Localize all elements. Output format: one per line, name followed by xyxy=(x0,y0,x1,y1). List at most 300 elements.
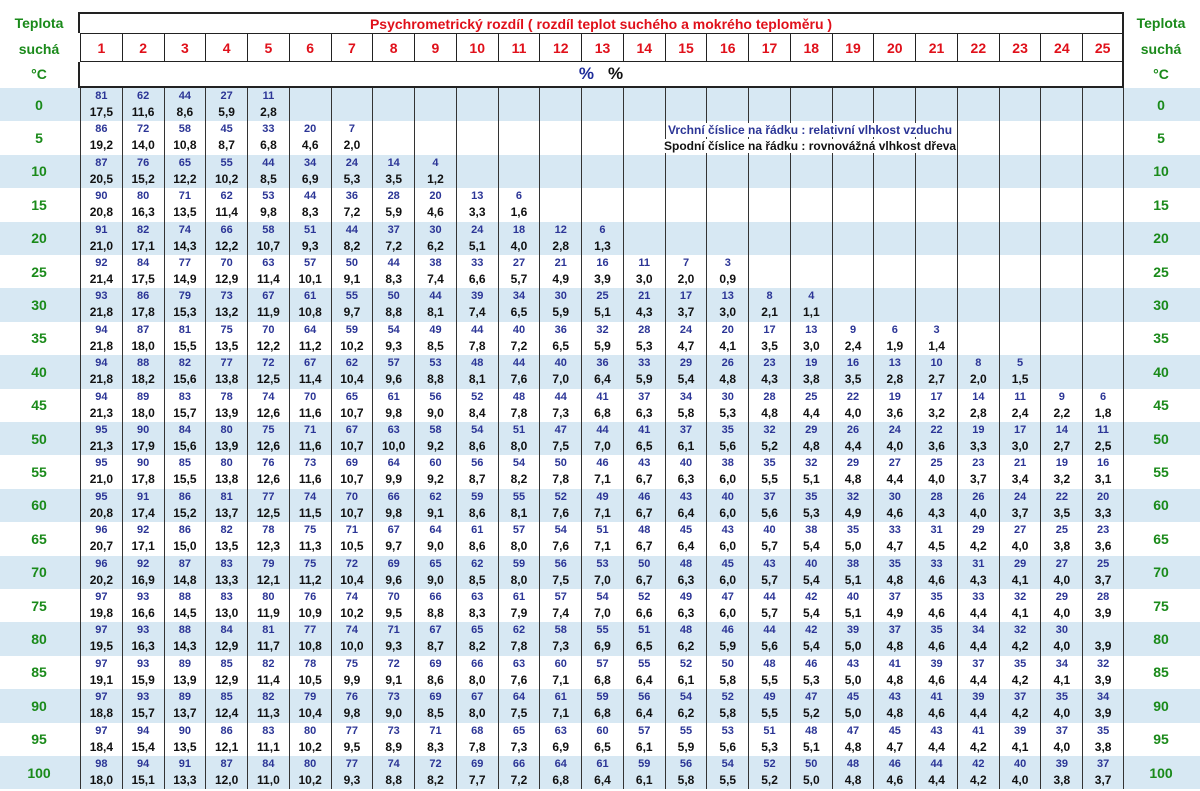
emc-value: 8,7 xyxy=(218,138,235,153)
table-cell xyxy=(665,422,707,455)
table-cell xyxy=(1082,622,1124,655)
column-number: 23 xyxy=(999,33,1041,62)
row-temp-right: 95 xyxy=(1153,731,1169,748)
emc-value: 11,0 xyxy=(257,773,280,787)
table-cell xyxy=(372,656,414,689)
table-cell xyxy=(122,656,164,689)
table-cell xyxy=(1040,288,1082,321)
rh-value: 54 xyxy=(471,424,484,436)
rh-value: 52 xyxy=(763,758,776,770)
emc-value: 8,8 xyxy=(385,305,403,320)
rh-value: 25 xyxy=(1055,524,1068,537)
emc-value: 9,1 xyxy=(343,272,361,286)
emc-value: 10,4 xyxy=(298,706,322,721)
table-cell xyxy=(205,188,247,221)
rh-value: 45 xyxy=(846,691,860,704)
emc-value: 3,8 xyxy=(1094,739,1112,754)
emc-value: 4,0 xyxy=(1053,706,1071,721)
rh-value: 30 xyxy=(888,490,901,503)
unit-right: % xyxy=(608,64,624,83)
rh-value: 82 xyxy=(137,223,150,236)
table-cell xyxy=(498,188,540,221)
rh-value: 74 xyxy=(387,758,400,770)
emc-value: 10,2 xyxy=(214,171,239,186)
table-cell xyxy=(665,723,707,756)
emc-value: 12,6 xyxy=(256,439,281,453)
table-cell xyxy=(289,656,331,689)
rh-value: 37 xyxy=(763,490,776,503)
emc-value: 3,0 xyxy=(635,272,653,286)
rh-value: 76 xyxy=(345,691,359,704)
emc-value: 4,4 xyxy=(928,739,945,754)
rh-value: 67 xyxy=(471,691,484,704)
table-cell xyxy=(790,88,832,121)
table-cell xyxy=(289,288,331,321)
emc-value: 4,5 xyxy=(928,539,945,554)
rh-value: 73 xyxy=(220,290,233,303)
emc-value: 4,8 xyxy=(844,739,862,754)
column-number: 18 xyxy=(790,33,832,62)
rh-value: 41 xyxy=(972,724,985,737)
rh-value: 28 xyxy=(763,390,776,403)
rh-value: 5 xyxy=(1017,357,1024,370)
table-cell xyxy=(122,489,164,522)
rh-value: 95 xyxy=(95,457,108,470)
table-cell xyxy=(915,656,957,689)
table-cell xyxy=(205,589,247,622)
rh-value: 97 xyxy=(95,691,108,704)
table-cell xyxy=(414,222,456,255)
table-cell xyxy=(247,556,289,589)
rh-value: 48 xyxy=(471,357,484,370)
emc-value: 15,2 xyxy=(173,505,197,520)
table-cell xyxy=(706,288,748,321)
table-cell xyxy=(957,622,999,655)
emc-value: 1,2 xyxy=(427,171,444,186)
table-cell xyxy=(790,222,832,255)
emc-value: 4,0 xyxy=(1053,739,1071,754)
rh-value: 6 xyxy=(599,223,606,236)
table-cell xyxy=(205,455,247,488)
rh-value: 33 xyxy=(930,557,943,570)
table-cell xyxy=(164,155,206,188)
rh-value: 40 xyxy=(679,457,693,470)
emc-value: 5,3 xyxy=(761,739,778,754)
table-cell xyxy=(122,188,164,221)
table-cell xyxy=(539,422,581,455)
table-cell xyxy=(205,355,247,388)
row-temp-left: 45 xyxy=(31,397,47,414)
table-cell xyxy=(247,88,289,121)
table-cell xyxy=(832,88,874,121)
table-cell xyxy=(665,522,707,555)
table-cell xyxy=(623,121,665,154)
emc-value: 10,8 xyxy=(173,138,197,153)
emc-value: 13,2 xyxy=(214,305,239,320)
rh-value: 43 xyxy=(888,691,901,704)
table-cell xyxy=(623,188,665,221)
table-cell xyxy=(1082,121,1124,154)
table-cell xyxy=(247,656,289,689)
emc-value: 4,8 xyxy=(761,405,778,420)
table-cell xyxy=(623,88,665,121)
emc-value: 14,9 xyxy=(173,272,197,286)
table-cell xyxy=(456,656,498,689)
table-cell xyxy=(498,389,540,422)
emc-value: 7,1 xyxy=(594,472,611,487)
emc-value: 6,9 xyxy=(552,739,570,754)
table-cell xyxy=(581,723,623,756)
emc-value: 11,1 xyxy=(257,739,280,754)
table-cell xyxy=(790,422,832,455)
rh-value: 11 xyxy=(262,90,275,102)
table-cell xyxy=(414,355,456,388)
table-cell xyxy=(372,155,414,188)
table-cell xyxy=(498,255,540,288)
emc-value: 8,2 xyxy=(510,472,528,487)
emc-value: 5,8 xyxy=(677,405,695,420)
table-cell xyxy=(832,222,874,255)
table-cell xyxy=(498,522,540,555)
rh-value: 55 xyxy=(345,290,359,303)
table-cell xyxy=(456,589,498,622)
table-cell xyxy=(790,288,832,321)
table-cell xyxy=(539,656,581,689)
rh-value: 80 xyxy=(220,457,233,470)
table-cell xyxy=(498,489,540,522)
emc-value: 3,2 xyxy=(928,405,945,420)
emc-value: 12,9 xyxy=(214,639,239,654)
table-cell xyxy=(957,322,999,355)
emc-value: 8,5 xyxy=(427,706,444,721)
table-cell xyxy=(748,389,790,422)
rh-value: 27 xyxy=(512,257,526,269)
rh-value: 33 xyxy=(262,123,275,136)
emc-value: 6,6 xyxy=(635,606,653,620)
emc-value: 4,2 xyxy=(969,739,987,754)
table-cell xyxy=(80,756,122,789)
table-cell xyxy=(873,689,915,722)
emc-value: 7,8 xyxy=(468,338,486,353)
table-cell xyxy=(873,355,915,388)
table-cell xyxy=(80,455,122,488)
emc-value: 11,3 xyxy=(257,706,280,721)
rh-value: 70 xyxy=(220,257,233,269)
emc-value: 9,0 xyxy=(427,572,444,587)
table-cell xyxy=(873,222,915,255)
emc-value: 6,3 xyxy=(677,606,695,620)
table-cell xyxy=(873,589,915,622)
rh-value: 35 xyxy=(930,591,943,603)
rh-value: 37 xyxy=(1096,758,1110,770)
table-cell xyxy=(372,255,414,288)
rh-value: 79 xyxy=(304,691,317,704)
rh-value: 10 xyxy=(930,357,943,370)
table-cell xyxy=(289,389,331,422)
emc-value: 5,4 xyxy=(677,372,695,387)
emc-value: 5,0 xyxy=(802,773,820,787)
emc-value: 5,1 xyxy=(844,572,862,587)
row-temp-right: 55 xyxy=(1153,464,1169,481)
rh-value: 32 xyxy=(1013,624,1027,637)
rh-value: 64 xyxy=(304,323,317,336)
table-cell xyxy=(832,756,874,789)
column-number: 4 xyxy=(205,33,247,62)
table-cell xyxy=(873,322,915,355)
rh-value: 65 xyxy=(512,724,526,737)
emc-value: 15,0 xyxy=(173,539,197,554)
emc-value: 4,6 xyxy=(928,606,945,620)
rh-value: 44 xyxy=(763,591,776,603)
emc-value: 8,3 xyxy=(468,606,486,620)
rh-value: 64 xyxy=(429,524,442,537)
emc-value: 12,9 xyxy=(214,672,239,687)
emc-value: 10,9 xyxy=(298,606,322,620)
table-cell xyxy=(1040,88,1082,121)
table-cell xyxy=(1040,489,1082,522)
rh-value: 80 xyxy=(220,424,233,436)
table-cell xyxy=(623,556,665,589)
emc-value: 1,1 xyxy=(802,305,820,320)
emc-value: 8,9 xyxy=(385,739,403,754)
rh-value: 29 xyxy=(679,357,693,370)
table-cell xyxy=(832,455,874,488)
row-temp-left: 80 xyxy=(31,631,47,648)
rh-value: 63 xyxy=(262,257,275,269)
rh-value: 28 xyxy=(387,190,400,203)
rh-value: 34 xyxy=(972,624,985,637)
emc-value: 8,3 xyxy=(385,272,403,286)
table-cell xyxy=(205,689,247,722)
table-cell xyxy=(748,723,790,756)
row-temp-left: 20 xyxy=(31,230,47,247)
emc-value: 15,1 xyxy=(131,773,155,787)
rh-value: 36 xyxy=(596,357,609,370)
rh-value: 34 xyxy=(512,290,526,303)
table-cell xyxy=(832,389,874,422)
emc-value: 9,8 xyxy=(260,205,277,220)
table-cell xyxy=(706,689,748,722)
table-cell xyxy=(289,723,331,756)
rh-value: 62 xyxy=(471,557,484,570)
emc-value: 4,4 xyxy=(844,439,862,453)
table-cell xyxy=(581,489,623,522)
emc-value: 1,9 xyxy=(886,338,904,353)
emc-value: 8,3 xyxy=(427,739,444,754)
emc-value: 21,0 xyxy=(89,472,114,487)
table-cell xyxy=(539,222,581,255)
emc-value: 5,7 xyxy=(761,572,778,587)
rh-value: 77 xyxy=(304,624,317,637)
emc-value: 3,1 xyxy=(1094,472,1112,487)
emc-value: 7,5 xyxy=(552,572,570,587)
row-temp-left: 10 xyxy=(31,163,47,180)
emc-value: 12,5 xyxy=(256,505,281,520)
rh-value: 39 xyxy=(972,691,985,704)
emc-value: 9,7 xyxy=(385,539,403,554)
table-cell xyxy=(539,88,581,121)
table-cell xyxy=(122,556,164,589)
rh-value: 30 xyxy=(554,290,567,303)
emc-value: 9,2 xyxy=(427,472,444,487)
rh-value: 43 xyxy=(763,557,776,570)
column-number: 14 xyxy=(623,33,665,62)
table-cell xyxy=(1082,556,1124,589)
table-cell xyxy=(289,589,331,622)
emc-value: 4,6 xyxy=(427,205,444,220)
emc-value: 7,2 xyxy=(510,338,528,353)
emc-value: 3,5 xyxy=(385,171,403,186)
table-cell xyxy=(957,121,999,154)
emc-value: 4,7 xyxy=(886,739,904,754)
table-cell xyxy=(706,756,748,789)
table-cell xyxy=(414,88,456,121)
rh-value: 21 xyxy=(554,257,567,269)
table-cell xyxy=(999,489,1041,522)
table-cell xyxy=(456,222,498,255)
rh-value: 48 xyxy=(846,758,860,770)
rh-value: 4 xyxy=(432,156,439,169)
rh-value: 40 xyxy=(763,524,776,537)
table-cell xyxy=(581,689,623,722)
rh-value: 95 xyxy=(95,424,108,436)
rh-value: 9 xyxy=(849,323,857,336)
table-cell xyxy=(748,455,790,488)
row-temp-right: 100 xyxy=(1149,764,1173,781)
table-cell xyxy=(915,389,957,422)
rh-value: 37 xyxy=(638,390,651,403)
emc-value: 6,0 xyxy=(719,572,737,587)
rh-value: 48 xyxy=(638,524,651,537)
table-cell xyxy=(999,322,1041,355)
row-temp-left: 55 xyxy=(31,464,47,481)
emc-value: 4,2 xyxy=(969,773,987,787)
emc-value: 5,3 xyxy=(719,405,737,420)
table-cell xyxy=(289,222,331,255)
table-cell xyxy=(1040,756,1082,789)
rh-value: 72 xyxy=(387,657,400,670)
rh-value: 25 xyxy=(930,457,943,470)
table-cell xyxy=(957,188,999,221)
column-number: 9 xyxy=(414,33,456,62)
table-cell xyxy=(539,322,581,355)
row-temp-right: 65 xyxy=(1153,530,1169,547)
rh-value: 64 xyxy=(554,758,567,770)
emc-value: 21,8 xyxy=(89,338,114,353)
table-cell xyxy=(873,255,915,288)
table-cell xyxy=(706,222,748,255)
emc-value: 4,8 xyxy=(719,372,737,387)
emc-value: 6,8 xyxy=(594,706,611,721)
emc-value: 5,2 xyxy=(761,773,778,787)
rh-value: 28 xyxy=(638,323,651,336)
emc-value: 6,7 xyxy=(635,539,653,554)
rh-value: 81 xyxy=(220,490,233,503)
emc-value: 12,0 xyxy=(214,773,239,787)
emc-value: 2,0 xyxy=(343,138,361,153)
table-cell xyxy=(372,355,414,388)
table-cell xyxy=(999,222,1041,255)
emc-value: 21,8 xyxy=(89,372,114,387)
row-temp-right: 45 xyxy=(1153,397,1169,414)
rh-value: 35 xyxy=(846,524,860,537)
table-cell xyxy=(372,489,414,522)
rh-value: 77 xyxy=(262,490,275,503)
emc-value: 5,0 xyxy=(844,639,862,654)
rh-value: 63 xyxy=(554,724,567,737)
rh-value: 11 xyxy=(1097,424,1109,436)
emc-value: 10,8 xyxy=(298,305,322,320)
emc-value: 3,7 xyxy=(1094,572,1112,587)
table-cell xyxy=(1082,489,1124,522)
emc-value: 5,9 xyxy=(635,372,653,387)
emc-value: 4,8 xyxy=(802,439,820,453)
rh-value: 17 xyxy=(1013,424,1027,436)
emc-value: 6,7 xyxy=(635,505,653,520)
emc-value: 3,9 xyxy=(1094,672,1112,687)
emc-value: 10,5 xyxy=(298,672,322,687)
table-cell xyxy=(873,489,915,522)
column-number: 17 xyxy=(748,33,790,62)
rh-value: 28 xyxy=(1096,591,1110,603)
emc-value: 13,3 xyxy=(214,572,239,587)
table-cell xyxy=(247,288,289,321)
emc-value: 5,5 xyxy=(761,706,778,721)
table-cell xyxy=(414,188,456,221)
table-cell xyxy=(164,389,206,422)
table-cell xyxy=(289,455,331,488)
emc-value: 6,8 xyxy=(594,672,611,687)
rh-value: 80 xyxy=(304,758,317,770)
rh-value: 50 xyxy=(387,290,400,303)
rh-value: 44 xyxy=(429,290,442,303)
table-cell xyxy=(498,455,540,488)
emc-value: 8,6 xyxy=(468,439,486,453)
table-cell xyxy=(581,222,623,255)
table-cell xyxy=(623,422,665,455)
row-temp-left: 30 xyxy=(31,297,47,314)
emc-value: 8,5 xyxy=(468,572,486,587)
row-temp-right: 30 xyxy=(1153,297,1169,314)
table-cell xyxy=(372,556,414,589)
emc-value: 5,3 xyxy=(802,672,820,687)
rh-value: 82 xyxy=(262,691,275,704)
table-cell xyxy=(832,656,874,689)
rh-value: 65 xyxy=(345,390,359,403)
table-cell xyxy=(790,489,832,522)
table-cell xyxy=(539,556,581,589)
table-cell xyxy=(164,589,206,622)
table-cell xyxy=(665,556,707,589)
table-cell xyxy=(1082,222,1124,255)
emc-value: 4,6 xyxy=(928,639,945,654)
rh-value: 25 xyxy=(1096,557,1110,570)
rh-value: 22 xyxy=(846,390,860,403)
emc-value: 3,8 xyxy=(802,372,820,387)
rh-value: 66 xyxy=(512,758,526,770)
table-cell xyxy=(539,622,581,655)
rh-value: 32 xyxy=(596,323,609,336)
rh-value: 91 xyxy=(137,490,150,503)
table-cell xyxy=(456,556,498,589)
rh-value: 84 xyxy=(178,424,192,436)
table-cell xyxy=(623,288,665,321)
table-cell xyxy=(915,288,957,321)
emc-value: 13,5 xyxy=(214,338,239,353)
table-cell xyxy=(873,455,915,488)
table-cell xyxy=(205,723,247,756)
rh-value: 44 xyxy=(262,156,275,169)
